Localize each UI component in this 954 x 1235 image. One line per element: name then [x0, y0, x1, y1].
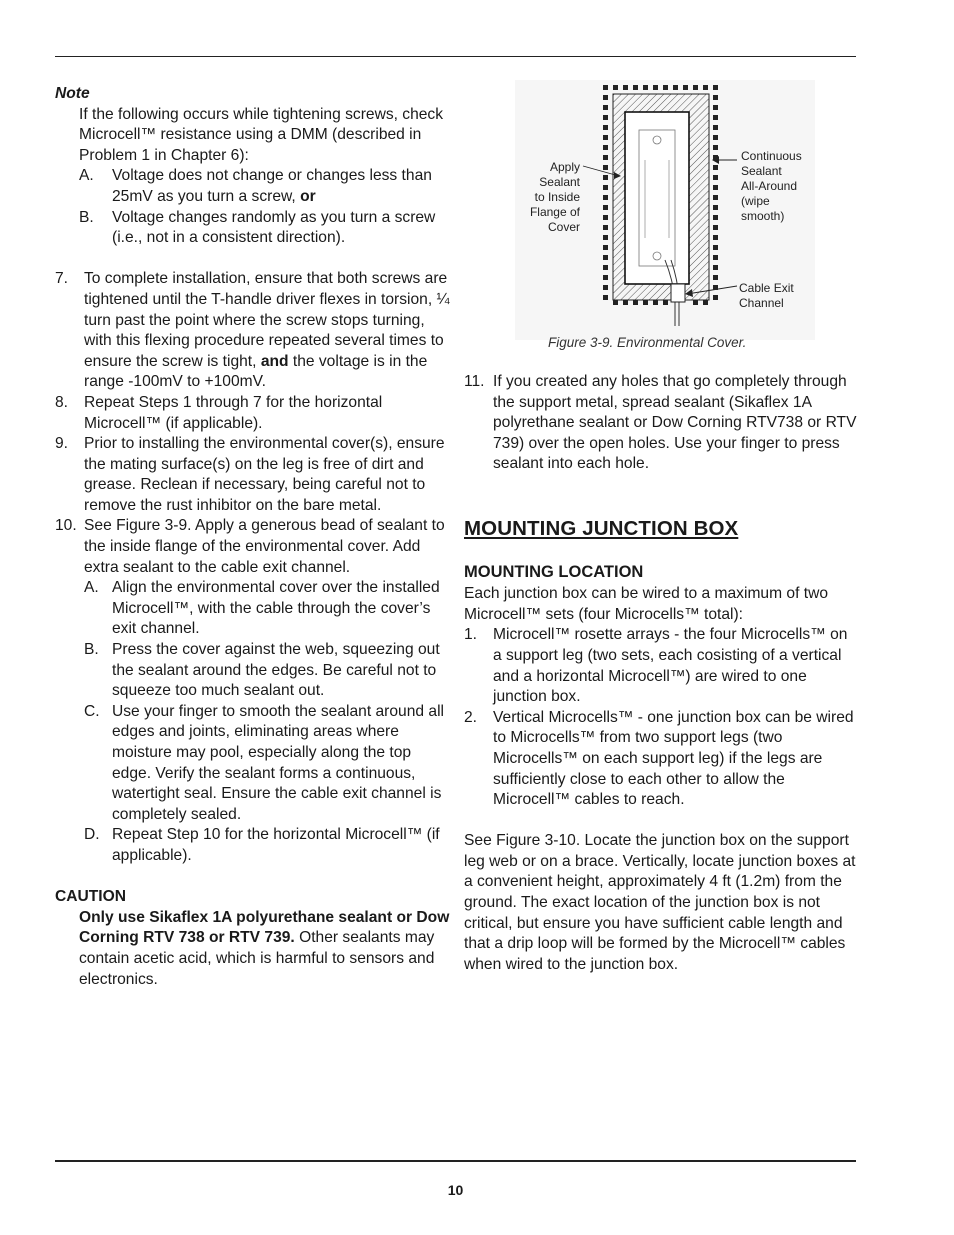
sealant-dot — [603, 185, 608, 190]
substep — [84, 702, 450, 826]
sealant-dot — [713, 265, 718, 270]
cable-exit-channel — [671, 284, 685, 302]
list-marker: 9. — [55, 435, 69, 453]
note-item-bold: or — [300, 187, 316, 205]
sealant-dot — [713, 185, 718, 190]
note-item-text: Voltage changes randomly as you turn a screw (i.e., not in a consistent direction). — [112, 208, 436, 247]
sealant-dot — [633, 85, 638, 90]
note-item-text: Voltage does not change or changes less than 25mV as you turn a screw, — [112, 167, 432, 205]
sealant-dot — [603, 205, 608, 210]
substep — [84, 640, 450, 702]
sealant-dot — [703, 85, 708, 90]
sealant-dot — [613, 300, 618, 305]
sealant-dot — [713, 95, 718, 100]
sealant-dot — [603, 135, 608, 140]
list-item — [464, 625, 859, 707]
substep — [84, 578, 450, 640]
list-marker: 2. — [464, 708, 478, 726]
note-item — [79, 208, 450, 249]
step-10-substeps — [55, 578, 450, 866]
sealant-dot — [603, 155, 608, 160]
sealant-dot — [603, 125, 608, 130]
step-text: See Figure 3-9. Apply a generous bead of sealant to the inside flange of the environmental cover. Add extra sealant to the cable exit channel. — [84, 517, 445, 576]
sealant-dot — [713, 225, 718, 230]
sealant-dot — [713, 195, 718, 200]
list-marker: 8. — [55, 393, 69, 411]
sealant-dot — [713, 295, 718, 300]
note-intro: If the following occurs while tightening screws, check Microcell™ resistance using a DMM (described in Problem 1 in Chapter 6): — [79, 105, 444, 164]
sealant-dot — [713, 255, 718, 260]
section-title: MOUNTING JUNCTION BOX — [464, 516, 739, 540]
step-text: Prior to installing the environmental cover(s), ensure the mating surface(s) on the leg is free of dirt and grease. Reclean if necessary, being careful not to remove the rust inhibitor on the bare metal. — [84, 435, 445, 514]
sealant-dot — [713, 125, 718, 130]
sealant-dot — [713, 275, 718, 280]
sealant-dot — [713, 115, 718, 120]
step-bold: and — [260, 352, 289, 370]
sealant-dot — [713, 105, 718, 110]
sealant-dot — [623, 85, 628, 90]
sealant-dot — [653, 300, 658, 305]
sealant-dot — [603, 235, 608, 240]
list-marker: 11. — [464, 373, 485, 390]
sealant-dot — [713, 235, 718, 240]
sealant-dot — [603, 95, 608, 100]
label-cable-exit: Cable Exit Channel — [739, 281, 794, 310]
list-item — [464, 708, 859, 811]
step-8 — [55, 393, 450, 434]
substep-text: Align the environmental cover over the installed Microcell™, with the cable through the cover’s exit channel. — [112, 579, 440, 638]
sealant-dot — [653, 85, 658, 90]
sealant-dot — [703, 300, 708, 305]
list-item-text: Vertical Microcells™ - one junction box can be wired to Microcells™ from two support legs (two Microcells™ on each support leg) if the legs are sufficiently close to each other to allow the Microcell™ cables to reach. — [493, 708, 854, 809]
section-paragraph: See Figure 3-10. Locate the junction box on the support leg web or on a brace. Vertically, locate junction boxes at a convenient height, approximately 4 ft (1.2m) from the ground. The exact location of the junction box is not critical, but ensure you have sufficient cable length and that a drip loop will be formed by the Microcell™ cables when wired to the junction box. — [464, 832, 856, 973]
caution-body — [55, 908, 450, 990]
sealant-dot — [713, 85, 718, 90]
substep — [84, 825, 450, 866]
sealant-dot — [603, 175, 608, 180]
list-marker: A. — [84, 579, 99, 597]
step-9 — [55, 434, 450, 516]
sealant-dot — [643, 85, 648, 90]
sealant-dot — [713, 165, 718, 170]
sealant-dot — [713, 215, 718, 220]
sealant-dot — [603, 245, 608, 250]
caution-label: CAUTION — [55, 888, 127, 906]
list-marker: B. — [84, 641, 99, 659]
caution-bold: Only use Sikaflex 1A polyurethane sealant or Dow Corning RTV 738 or RTV 739. — [79, 908, 450, 947]
list-marker: D. — [84, 826, 100, 844]
sealant-dot — [603, 165, 608, 170]
caution-text: Other sealants may contain acetic acid, which is harmful to sensors and electronics. — [79, 929, 435, 988]
sealant-dot — [693, 85, 698, 90]
right-column — [464, 372, 859, 975]
step-text: Repeat Steps 1 through 7 for the horizontal Microcell™ (if applicable). — [84, 393, 383, 432]
header-rule — [55, 56, 856, 57]
sealant-dot — [603, 145, 608, 150]
sealant-dot — [713, 145, 718, 150]
sealant-dot — [673, 85, 678, 90]
label-continuous-sealant: Continuous Sealant All-Around (wipe smooth) — [741, 149, 802, 223]
sealant-dot — [613, 85, 618, 90]
note-label: Note — [55, 85, 90, 102]
sealant-dot — [633, 300, 638, 305]
step-text: If you created any holes that go completely through the support metal, spread sealant (Sikaflex 1A polyrethane sealant or Dow Corning RTV738 or RTV 739) over the open holes. Use your finger to press sealant into each hole. — [493, 373, 857, 473]
sealant-dot — [603, 275, 608, 280]
sealant-dot — [603, 295, 608, 300]
sealant-dot — [713, 205, 718, 210]
sealant-dot — [603, 105, 608, 110]
sealant-dot — [603, 115, 608, 120]
list-marker: B. — [79, 208, 94, 226]
step-10 — [55, 516, 450, 578]
sealant-dot — [713, 175, 718, 180]
sealant-dot — [713, 245, 718, 250]
cover-body — [625, 112, 689, 284]
sealant-dot — [713, 135, 718, 140]
label-apply-sealant: Apply Sealant to Inside Flange of Cover — [529, 160, 580, 234]
footer-rule — [55, 1160, 856, 1162]
page-number: 10 — [447, 1182, 464, 1198]
section-intro: Each junction box can be wired to a maximum of two Microcell™ sets (four Microcells™ total): — [464, 585, 829, 623]
sealant-dot — [603, 215, 608, 220]
step-7 — [55, 269, 450, 393]
sealant-dot — [643, 300, 648, 305]
list-marker: 10. — [55, 517, 77, 535]
sealant-dot — [683, 85, 688, 90]
sealant-dot — [603, 225, 608, 230]
step-11 — [464, 372, 859, 475]
note-item — [79, 166, 450, 207]
substep-text: Use your finger to smooth the sealant around all edges and joints, eliminating areas where moisture may pool, especially along the top edge. Verify the sealant forms a continuous, watertight seal. Ensure the cable exit channel is completely sealed. — [112, 702, 444, 823]
list-marker: C. — [84, 702, 100, 720]
list-marker: 1. — [464, 626, 478, 644]
sealant-dot — [603, 255, 608, 260]
sealant-dot — [623, 300, 628, 305]
step-text: the voltage is in the range -100mV to +100mV. — [84, 352, 428, 391]
sealant-dot — [603, 195, 608, 200]
sealant-dot — [693, 300, 698, 305]
sealant-dot — [603, 285, 608, 290]
substep-text: Press the cover against the web, squeezing out the sealant around the edges. Be careful not to squeeze too much sealant out. — [112, 641, 440, 700]
sealant-dot — [663, 300, 668, 305]
sealant-dot — [663, 85, 668, 90]
step-text: To complete installation, ensure that both screws are tightened until the T-handle driver flexes in torsion, ¼ turn past the point where the screw stops turning, with this flexing procedure repeated several times to ensure the screw is tight, — [84, 270, 450, 370]
figure-caption: Figure 3-9. Environmental Cover. — [548, 335, 747, 350]
list-marker: 7. — [55, 270, 69, 288]
list-marker: A. — [79, 167, 94, 185]
sealant-dot — [603, 85, 608, 90]
substep-text: Repeat Step 10 for the horizontal Microcell™ (if applicable). — [112, 826, 440, 864]
sealant-dot — [603, 265, 608, 270]
left-column — [55, 84, 450, 990]
section-subtitle: MOUNTING LOCATION — [464, 562, 644, 581]
list-item-text: Microcell™ rosette arrays - the four Microcells™ on a support leg (two sets, each cosisting of a vertical and a horizontal Microcell™) are wired to one junction box. — [493, 626, 848, 706]
